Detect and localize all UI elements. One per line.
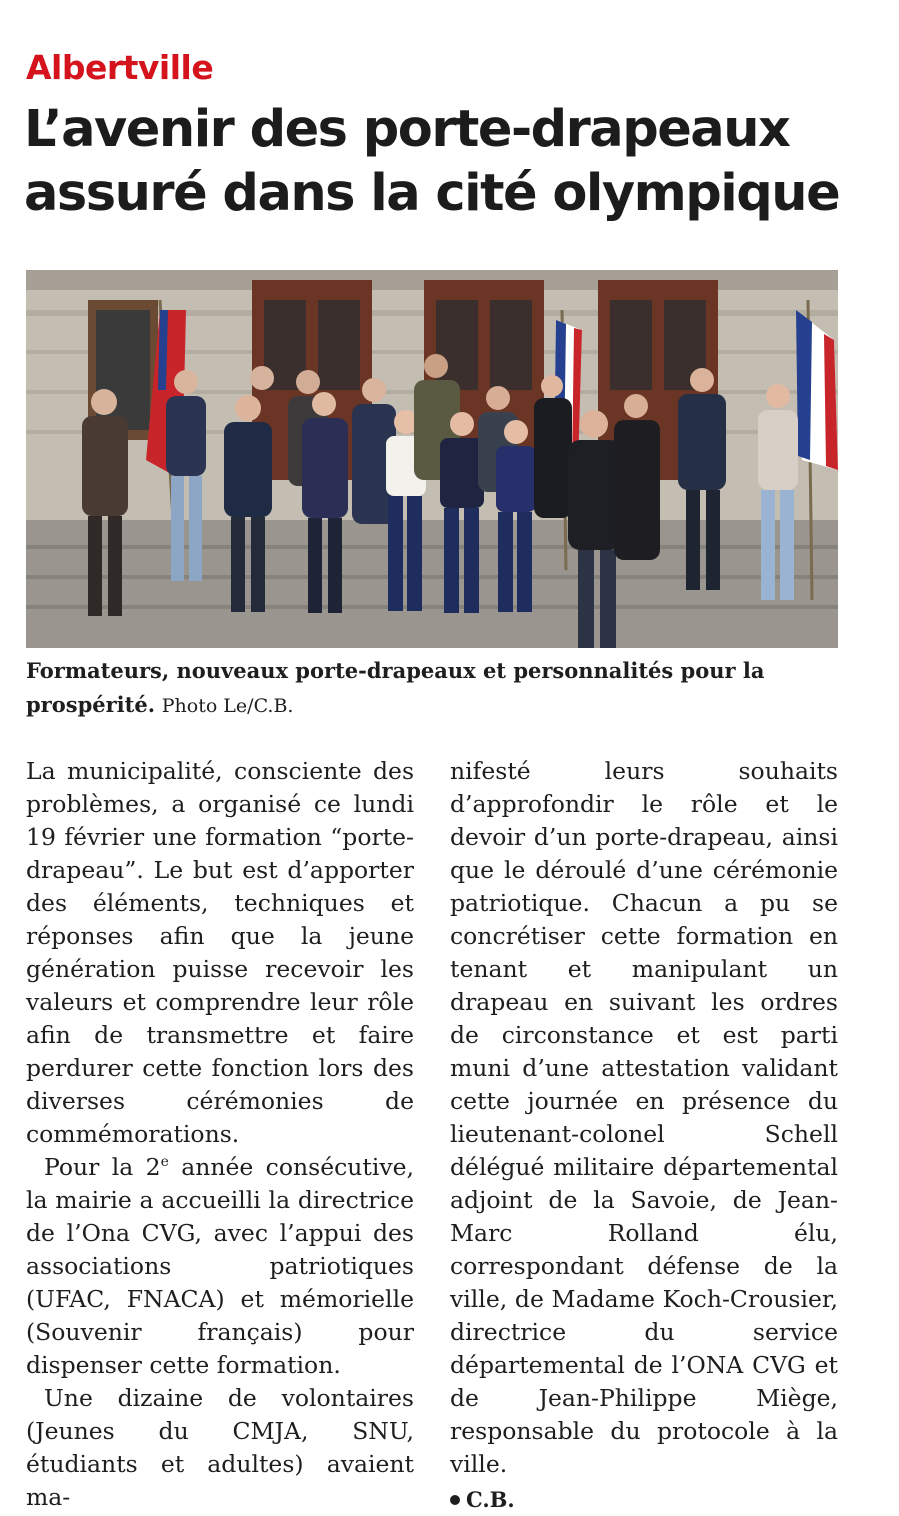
article-column-left bbox=[26, 755, 414, 1514]
article-headline: L’avenir des porte-drapeaux assuré dans la cité olympique bbox=[24, 100, 840, 223]
author-signature: C.B. bbox=[450, 1483, 838, 1516]
photo-credit: Photo Le/C.B. bbox=[161, 695, 294, 717]
ordinal-superscript: e bbox=[160, 1154, 169, 1171]
paragraph-2: Pour la 2e année consécutive, la mairie a accueilli la directrice de l’Ona CVG, avec l’appui des associations patriotiques (UFAC, FNACA) et mémorielle (Souvenir français) pour dispenser cette formation. bbox=[26, 1153, 415, 1379]
article-photo bbox=[26, 270, 838, 648]
paragraph-1: La municipalité, consciente des problèmes, a organisé ce lundi 19 février une formation “porte-drapeau”. Le but est d’apporter des éléments, techniques et réponses afin que la jeune génération puisse recevoir les valeurs et comprendre leur rôle afin de transmettre et faire perdurer cette fonction lors des diverses cérémonies de commémorations. bbox=[26, 757, 414, 1148]
paragraph-3: Une dizaine de volontaires (Jeunes du CMJA, SNU, étudiants et adultes) avaient ma- bbox=[26, 1384, 414, 1511]
bullet-icon bbox=[450, 1495, 460, 1505]
group-photo-icon bbox=[26, 270, 838, 648]
section-kicker: Albertville bbox=[26, 48, 214, 87]
caption-text: Formateurs, nouveaux porte-drapeaux et personnalités pour la prospérité. bbox=[26, 658, 765, 717]
paragraph-4: nifesté leurs souhaits d’approfondir le rôle et le devoir d’un porte-drapeau, ainsi que le déroulé d’une cérémonie patriotique. Chacun a pu se concrétiser cette formation en tenant et manipulant un drapeau en suivant les ordres de circonstance et est parti muni d’une attestation validant cette journée en présence du lieutenant-colonel Schell délégué militaire départemental adjoint de la Savoie, de Jean-Marc Rolland élu, correspondant défense de la ville, de Madame Koch-Crousier, directrice du service départemental de l’ONA CVG et de Jean-Philippe Miège, responsable du protocole à la ville. bbox=[450, 757, 838, 1478]
photo-caption bbox=[26, 654, 838, 723]
article-column-right bbox=[450, 755, 838, 1516]
